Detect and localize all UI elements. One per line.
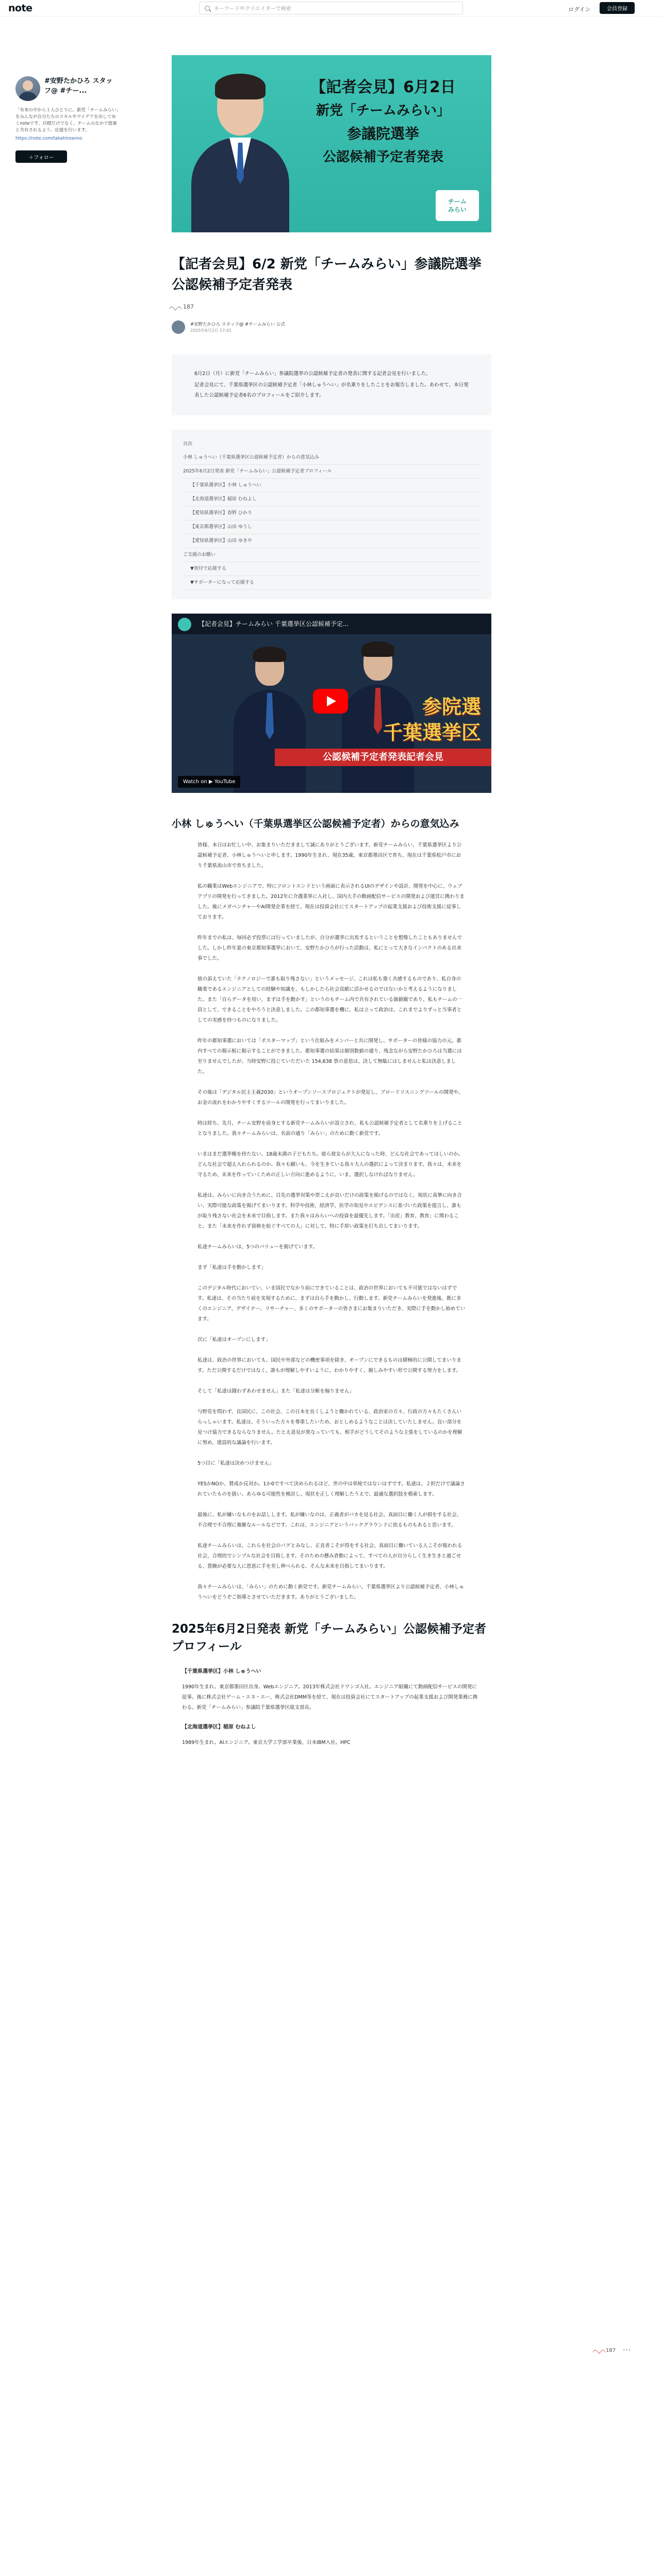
body-paragraph: 彼の訴えていた「テクノロジーで誰も取り残さない」というメッセージ、これは私も強く共感するものであり、私自身の職業であるエンジニアとしての経験や知識を、もしかしたら社会貢献に活かせるのではないかと考えるようになりました。また「自らデータを用い、まずは手を動かす」というのもチーム内で共有されている価値観であり、私もチームの一員として、できることをやろうと決意しました。この都知事選を機に、私は立って政治は、これまでよりずっと当事者としての実感を持つものになりました。 (197, 976, 462, 1023)
author-link[interactable]: https://note.com/takahiroanno (15, 136, 82, 141)
search-placeholder: キーワードやクリエイターで検索 (214, 6, 291, 12)
article-main (172, 55, 491, 1757)
author-avatar-small[interactable] (172, 320, 185, 334)
toc-item[interactable]: 【愛知県選挙区】山田 ゆきや (183, 534, 480, 548)
body-paragraph: 私達チームみらいは、5つのバリューを掲げています。 (197, 1244, 318, 1250)
body-paragraph: そして「私達は闘わずあわせません」また「私達は分断を煽りません」 (197, 1388, 355, 1394)
like-count-value: 187 (183, 303, 194, 310)
body-paragraph: 我々チームみらいは、「みらい」のために動く新党です。新党チームみらい、千葉県選挙区より公認候補予定者、小林しゅうへいをどうぞご指導とさせていただきます。ありがとうございました。 (197, 1584, 464, 1600)
toc-item[interactable]: 【北海道選挙区】稲原 むねよし (183, 493, 480, 506)
body-paragraph: 昨年の都知事選においては「ポスターマップ」という仕組みをメンバーと共に開発し、サポーターの皆様の協力の元、都内すべての掲示板に掲示することができました。都知事選の結果は個別数値の通り、残念ながら安野たかひろは当選には至りませんでしたが、当時安野に投じていただいた 154,638 票の意思は、決して無駄にはしませんと私は決意しました。 (197, 1038, 462, 1075)
video-caption-2: 千葉選挙区 (383, 721, 481, 744)
section-heading: 2025年6月2日発表 新党「チームみらい」公認候補予定者プロフィール (172, 1622, 487, 1653)
team-mirai-logo: チーム みらい (436, 190, 479, 221)
hero-line2: 新党「チームみらい」 (316, 103, 450, 118)
channel-avatar[interactable] (178, 618, 191, 631)
profile-title: 【北海道選挙区】稲原 むねよし (182, 1724, 256, 1730)
toc-item[interactable]: ▼寄付で応援する (183, 562, 480, 576)
hero-text (290, 76, 476, 168)
float-like-count: 187 (606, 2347, 616, 2353)
body-paragraph: 最後に、私が嫌いなものをお話しします。私が嫌いなのは、正義者がバカを見る社会、真面目に働く人が損をする社会、不合理で不合理に複雑なルールなどです。これは、エンジニアというバックグラウンドに依るものもあると思います。 (197, 1512, 462, 1528)
video-caption-1: 参院選 (422, 696, 481, 718)
toc-item[interactable]: 2025年6月2日発表 新党「チームみらい」公認候補予定者プロフィール (183, 465, 480, 479)
login-link[interactable]: ログイン (568, 6, 591, 13)
body-paragraph: YESかNOか、賛成か反対か。1か0ですべて決められるほど、世の中は単純ではないはずです。私達は、２択だけで議論されていたものを扱い、あらゆる可能性を検討し、現状を正しく理解したうえで、最適な選択肢を模索します。 (197, 1481, 465, 1497)
youtube-embed[interactable] (172, 614, 491, 793)
body-paragraph: 5つ目に「私達は決めつけません」 (197, 1461, 274, 1466)
author-description: 「有来の中から１人ひとりに。新党「チームみらい」をみんなが自分たちのスキルやアイデアを出してゆくnoteです。目標だけでなく、チームのなかで提案と共有されるよう、応援を行います。 (15, 108, 119, 133)
body-paragraph: 私達チームみらいは、これらを社会のバグとみなし、正直者こそが得をする社会、真面目に働いている人こそが報われる社会、合理的でシンプルな社会を目指します。そのための懸み倉動によって、すべての人が自分らしく生き生きと過ごせる、豊饒が必要な人に恩恵に手を差し伸べられる、そんな未来を目指してまいります。 (197, 1543, 462, 1569)
article-author[interactable] (172, 320, 491, 334)
intro-paragraph: 記者会見にて、千葉県選挙区の公認候補予定者「小林しゅうへい」が名乗りをしたことをお報告しました。あわせて、本日発表した公認候補予定者6名のプロフィールをご紹介します。 (194, 382, 469, 398)
toc-heading[interactable]: 目次 (183, 442, 193, 447)
search-icon (205, 6, 210, 11)
heart-icon[interactable] (595, 2347, 603, 2353)
hero-line3: 参議院選挙 (346, 125, 419, 142)
like-count[interactable] (172, 303, 491, 310)
body-paragraph: 私の職業はWebエンジニアで、特にフロントエンドという画面に表示されるUIのデザインや設計、開発を中心に、ウェブアプリの開発を行ってきました。2012年に介護業界に入社し、国内大手の動画配信サービスの開発および運営に携わりました。後にメガベンチャーやAI開発企業を経て、現在は投資会社にてスタートアップの起業支援および技術支援に従事しております。 (197, 884, 465, 920)
play-button-icon[interactable] (313, 689, 348, 714)
body-paragraph: このデジタル時代においてい、いま国民でなかり前にできていることは、政治の世界においても不可能ではないはずです。私達は、その当たり前を実現するために、まずは自ら手を動かし、行動します。新党チームみらいを発進後、既に多くのエンジニア、デザイナー、リサーチャー、多くのサポーターの皆さまにお集まりいただき、実際に手を動かし始めています。 (197, 1285, 466, 1322)
follow-button[interactable]: ＋フォロー (15, 150, 67, 163)
author-name-small[interactable]: #安野たかひろ スタッフ@ #チームみらい 公式 (190, 321, 285, 327)
video-person-left (234, 650, 306, 793)
body-paragraph: 私達は、みらいに向き合うために、目先の選挙対策や票こえが良いだけの政策を掲げるのではなく、現状に真摯に向き合い、実際可能な政策を掲げてまいります。科学や技術、経済学、医学の知見やエビデンスに基づいた政策を提言し、誰もが取り残さない社会を未来で目指します。また我々はみらいへの投資を最優先します。「出産」教育、教育」に関わること。また「未来を作れず資格を紡ぐすべての人」に対して、特に手厚い政策を打ち出してまいります。 (197, 1193, 462, 1229)
hero-image (172, 55, 491, 232)
article-title: 【記者会見】6/2 新党「チームみらい」参議院選挙 公認候補予定者発表 (172, 257, 482, 293)
profile-title: 【千葉県選挙区】小林 しゅうへい (182, 1669, 261, 1674)
toc-item[interactable]: 【東京都選挙区】山田 ゆうし (183, 520, 480, 534)
publish-date: 2025年6月2日 17:01 (190, 328, 232, 333)
table-of-contents (172, 430, 491, 599)
section-heading: 小林 しゅうへい（千葉県選挙区公認候補予定者）からの意気込み (172, 818, 459, 829)
body-paragraph: いまはまだ選挙権を持たない、18歳未満の子どもたち。彼ら彼女らが大人になった時、どんな社会であってほしいのか。どんな社会で超え入れられるのか。我々も願いも、今を生きている我々大人の選択によって決まります。我々は、未来を守るため、未来を作っていくための正しい方向に進めるように、いま、選択しなければなりません。 (197, 1151, 464, 1178)
video-title[interactable]: 【記者会見】チームみらい 千葉選挙区公認候補予定... (172, 614, 491, 634)
video-band-caption: 公認候補予定者発表記者会見 (275, 749, 491, 766)
body-paragraph: 与野党を問わず、良国民に、この社会、この日本を良くしようと働かれている、政治家の方々、行政の方々もたくさんいらっしゃいます。私達は、そういった方々を尊重したいため、おとしめるようなことは決していたしません。良い部分を見つけ協力できるならなりません。たとえ意見が異なっていても、相手がどうしてそのような主張をしているのかを理解に努め、建設的な議論を行います。 (197, 1409, 462, 1446)
body-paragraph: その後は「デジタル民主主義2030」というオープンソースプロジェクトが発足し、ブロードリスニングツールの開発や、お金の流れをわかりやすくするツールの開発を行ってまいりました。 (197, 1090, 464, 1106)
toc-item[interactable]: 小林 しゅうへい（千葉県選挙区公認候補予定者）からの意気込み (183, 451, 480, 465)
toc-item[interactable]: ▼サポーターになって応援する (183, 576, 480, 590)
toc-item[interactable]: ご支援のお願い (183, 548, 480, 562)
watch-on-youtube[interactable]: Watch on ▶ YouTube (178, 776, 240, 788)
intro-paragraph: 6月2日（月）に新党「チームみらい」参議院選挙の公認候補予定者の発表に関する記者会見を行いました。 (194, 371, 431, 377)
toc-item[interactable]: 【愛知県選挙区】春野 ひかり (183, 506, 480, 520)
author-avatar[interactable] (15, 76, 40, 101)
body-paragraph: 時は経ち、先月、チーム安野を前身とする新党チームみらいが設立され、私も公認候補予定者として名乗りを上げることとなりました。我々チームみらいは、名前の通り「みらい」のために動く新党です。 (197, 1121, 462, 1137)
body-paragraph: まず「私達は手を動かします」 (197, 1265, 267, 1270)
hero-line4: 公認候補予定者発表 (322, 149, 443, 165)
profile-text: 1990年生まれ。東京都墨田区出身。Webエンジニア。2013年株式会社ドワンゴ入社。エンジニア組織にて動画配信サービスの開発に従事。後に株式会社ゲーム・エヌ・エー、株式会社DMM等を経て、現在は投資会社にてスタートアップの起業支援および開発業務に携わる。新党「チームみらい」参議院千葉県選挙区総支部長。 (182, 1684, 478, 1710)
body-paragraph: 次に「私達はオープンにします」 (197, 1337, 271, 1343)
profile-text: 1989年生まれ。AIエンジニア。東京大学工学部卒業後、日本IBM入社。HPC (182, 1740, 351, 1745)
body-paragraph: 皆様、本日はお忙しい中、お集まりいただきまして誠にありがとうございます。新党チームみらい、千葉県選挙区より公認候補予定者、小林しゅうへいと申します。1990年生まれ、現在35歳、東京都墨田区で育ち、現在は千葉県松戸市におり千葉県流山市で育ちました。 (197, 842, 462, 869)
author-sidebar (15, 76, 119, 163)
more-options-icon[interactable]: ··· (623, 2346, 632, 2354)
floating-actions (595, 2346, 631, 2354)
intro-box (172, 354, 491, 415)
hero-person-illustration (181, 65, 289, 232)
profile-list (172, 1667, 491, 1748)
toc-item[interactable]: 【千葉県選挙区】小林 しゅうへい (183, 479, 480, 493)
author-name[interactable]: #安野たかひろ スタッフ@ #チー... (44, 77, 113, 95)
note-logo[interactable]: note (8, 3, 32, 14)
body-paragraph: 私達は、政治の世界においても、国民や外部などの機密事項を除き、オープンにできるものは積極的に公開してまいります。ただ公開するだけではなく、誰もが理解しやすいように、わかりやすく、親しみやすい形で公開する努力をします。 (197, 1358, 461, 1374)
section-body (172, 840, 491, 1603)
top-header (0, 0, 662, 16)
search-box[interactable] (199, 2, 463, 14)
hero-line1: 【記者会見】6月2日 (310, 78, 456, 96)
body-paragraph: 昨年までの私は、毎回必ず投票には行っていましたが、自分が選挙に出馬するということを想像したこともありませんでした。しかし昨年夏の東京都知事選挙において、安野たかひろが行った活動は、私にとって大きなインパクトのある出来事でした。 (197, 935, 462, 961)
signup-button[interactable]: 会員登録 (600, 2, 635, 14)
heart-icon[interactable] (172, 304, 179, 310)
